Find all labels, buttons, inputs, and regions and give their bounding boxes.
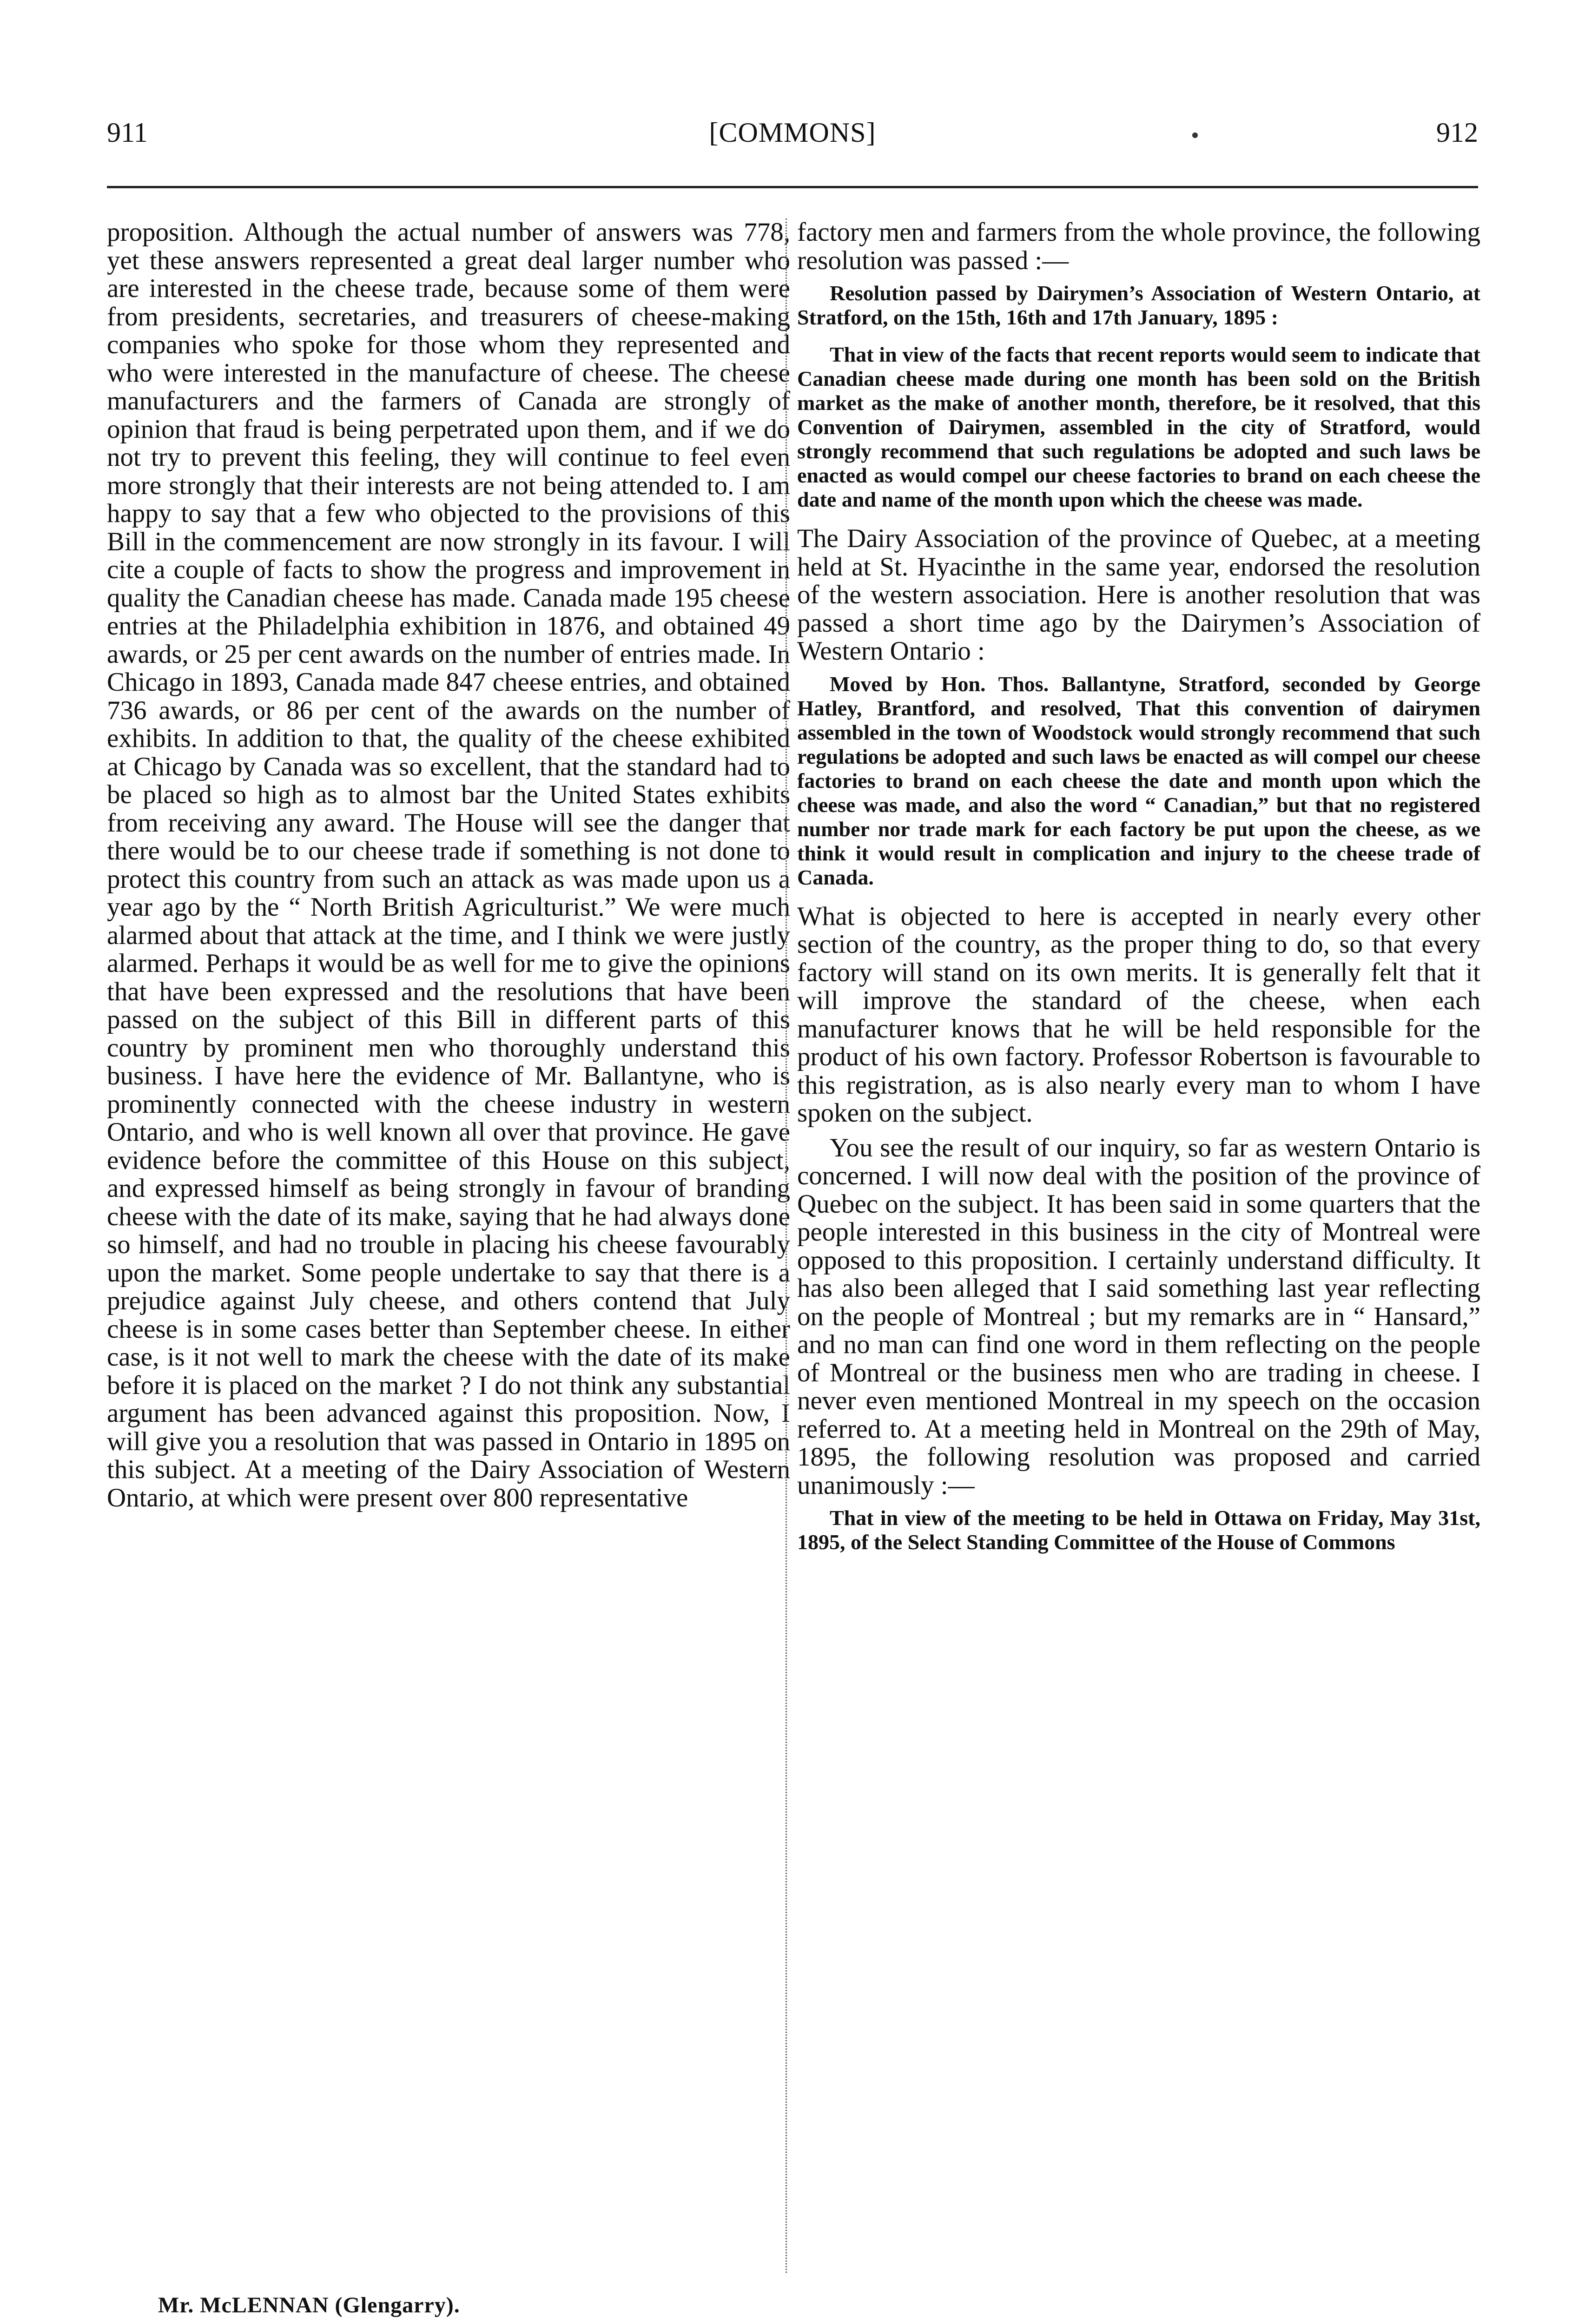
resolution-text-3: That in view of the meeting to be held in Ottawa on Friday, May 31st, 1895, of the Select Standing Committee of the House of Commons <box>797 1506 1480 1554</box>
print-speck <box>1192 132 1198 138</box>
column-divider <box>786 218 787 2273</box>
page-number-right: 912 <box>1436 117 1478 148</box>
resolution-text-2: Moved by Hon. Thos. Ballantyne, Stratford, seconded by George Hatley, Brantford, and resolved, That this convention of dairymen assembled in the town of Woodstock would strongly recommend that such regulations be adopted and such laws be enacted as will compel our cheese factories to brand on each cheese the date and month upon which the cheese was made, and also the word “ Canadian,” but that no registered number nor trade mark for each factory be put upon the cheese, as we think it would result in complication and injury to the cheese trade of Canada. <box>797 672 1480 889</box>
right-column <box>797 218 1480 2291</box>
resolution-heading: Resolution passed by Dairymen’s Association of Western Ontario, at Stratford, on the 15th, 16th and 17th January, 1895 : <box>797 281 1480 329</box>
page-title: [COMMONS] <box>709 117 876 148</box>
page-header <box>107 109 1478 156</box>
header-rule <box>107 186 1478 188</box>
paragraph-right-3: What is objected to here is accepted in nearly every other section of the country, as the proper thing to do, so that every factory will stand on its own merits. It is generally felt that it will improve the standard of the cheese, when each manufacturer knows that he will be held responsible for the product of his own factory. Professor Robertson is favourable to this registration, as is also nearly every man to whom I have spoken on the subject. <box>797 901 1480 1128</box>
paragraph-right-2: The Dairy Association of the province of Quebec, at a meeting held at St. Hyacinthe in the same year, endorsed the resolution of the western association. Here is another resolution that was passed a short time ago by the Dairymen’s Association of Western Ontario : <box>797 524 1480 666</box>
speaker-footer: Mr. McLENNAN (Glengarry). <box>158 2293 460 2317</box>
page-number-left: 911 <box>107 117 148 148</box>
paragraph-right-4: You see the result of our inquiry, so far as western Ontario is concerned. I will now deal with the position of the province of Quebec on the subject. It has been said in some quarters that the people interested in this business in the city of Montreal were opposed to this proposition. I certainly understand difficulty. It has also been alleged that I said something last year reflecting on the people of Montreal ; but my remarks are in “ Hansard,” and no man can find one word in them reflecting on the people of Montreal or the business men who are trading in cheese. I never even mentioned Montreal in my speech on the occasion referred to. At a meeting held in Montreal on the 29th of May, 1895, the following resolution was proposed and carried unanimously :— <box>797 1133 1480 1500</box>
paragraph-left-1: proposition. Although the actual number of answers was 778, yet these answers represented a great deal larger number who are interested in the cheese trade, because some of them were from presidents, secretaries, and treasurers of cheese-making companies who spoke for those whom they represented and who were interested in the manufacture of cheese. The cheese manufacturers and the farmers of Canada are strongly of opinion that fraud is being perpetrated upon them, and if we do not try to prevent this feeling, they will continue to feel even more strongly that their interests are not being attended to. I am happy to say that a few who objected to the provisions of this Bill in the commencement are now strongly in its favour. I will cite a couple of facts to show the progress and improvement in quality the Canadian cheese has made. Canada made 195 cheese entries at the Philadelphia exhibition in 1876, and obtained 49 awards, or 25 per cent awards on the number of entries made. In Chicago in 1893, Canada made 847 cheese entries, and obtained 736 awards, or 86 per cent of the awards on the number of exhibits. In addition to that, the quality of the cheese exhibited at Chicago by Canada was so excellent, that the standard had to be placed so high as to almost bar the United States exhibits from receiving any award. The House will see the danger that there would be to our cheese trade if something is not done to protect this country from such an attack as was made upon us a year ago by the “ North British Agriculturist.” We were much alarmed about that attack at the time, and I think we were justly alarmed. Perhaps it would be as well for me to give the opinions that have been expressed and the resolutions that have been passed on the subject of this Bill in different parts of this country by prominent men who thoroughly understand this business. I have here the evidence of Mr. Ballantyne, who is prominently connected with the cheese industry in western Ontario, and who is well known all over that province. He gave evidence before the committee of this House on this subject, and expressed himself as being strongly in favour of branding cheese with the date of its make, saying that he had always done so himself, and had no trouble in placing his cheese favourably upon the market. Some people undertake to say that there is a prejudice against July cheese, and others contend that July cheese is in some cases better than September cheese. In either case, is it not well to mark the cheese with the date of its make before it is placed on the market ? I do not think any substantial argument has been advanced against this proposition. Now, I will give you a resolution that was passed in Ontario in 1895 on this subject. At a meeting of the Dairy Association of Western Ontario, at which were present over 800 representative <box>107 218 790 1512</box>
resolution-text-1: That in view of the facts that recent reports would seem to indicate that Canadian cheese made during one month has been sold on the British market as the make of another month, therefore, be it resolved, that this Convention of Dairymen, assembled in the city of Stratford, would strongly recommend that such regulations be adopted and such laws be enacted as would compel our cheese factories to brand on each cheese the date and name of the month upon which the cheese was made. <box>797 343 1480 511</box>
paragraph-right-1: factory men and farmers from the whole province, the following resolution was passed :— <box>797 218 1480 275</box>
left-column <box>107 218 790 2278</box>
